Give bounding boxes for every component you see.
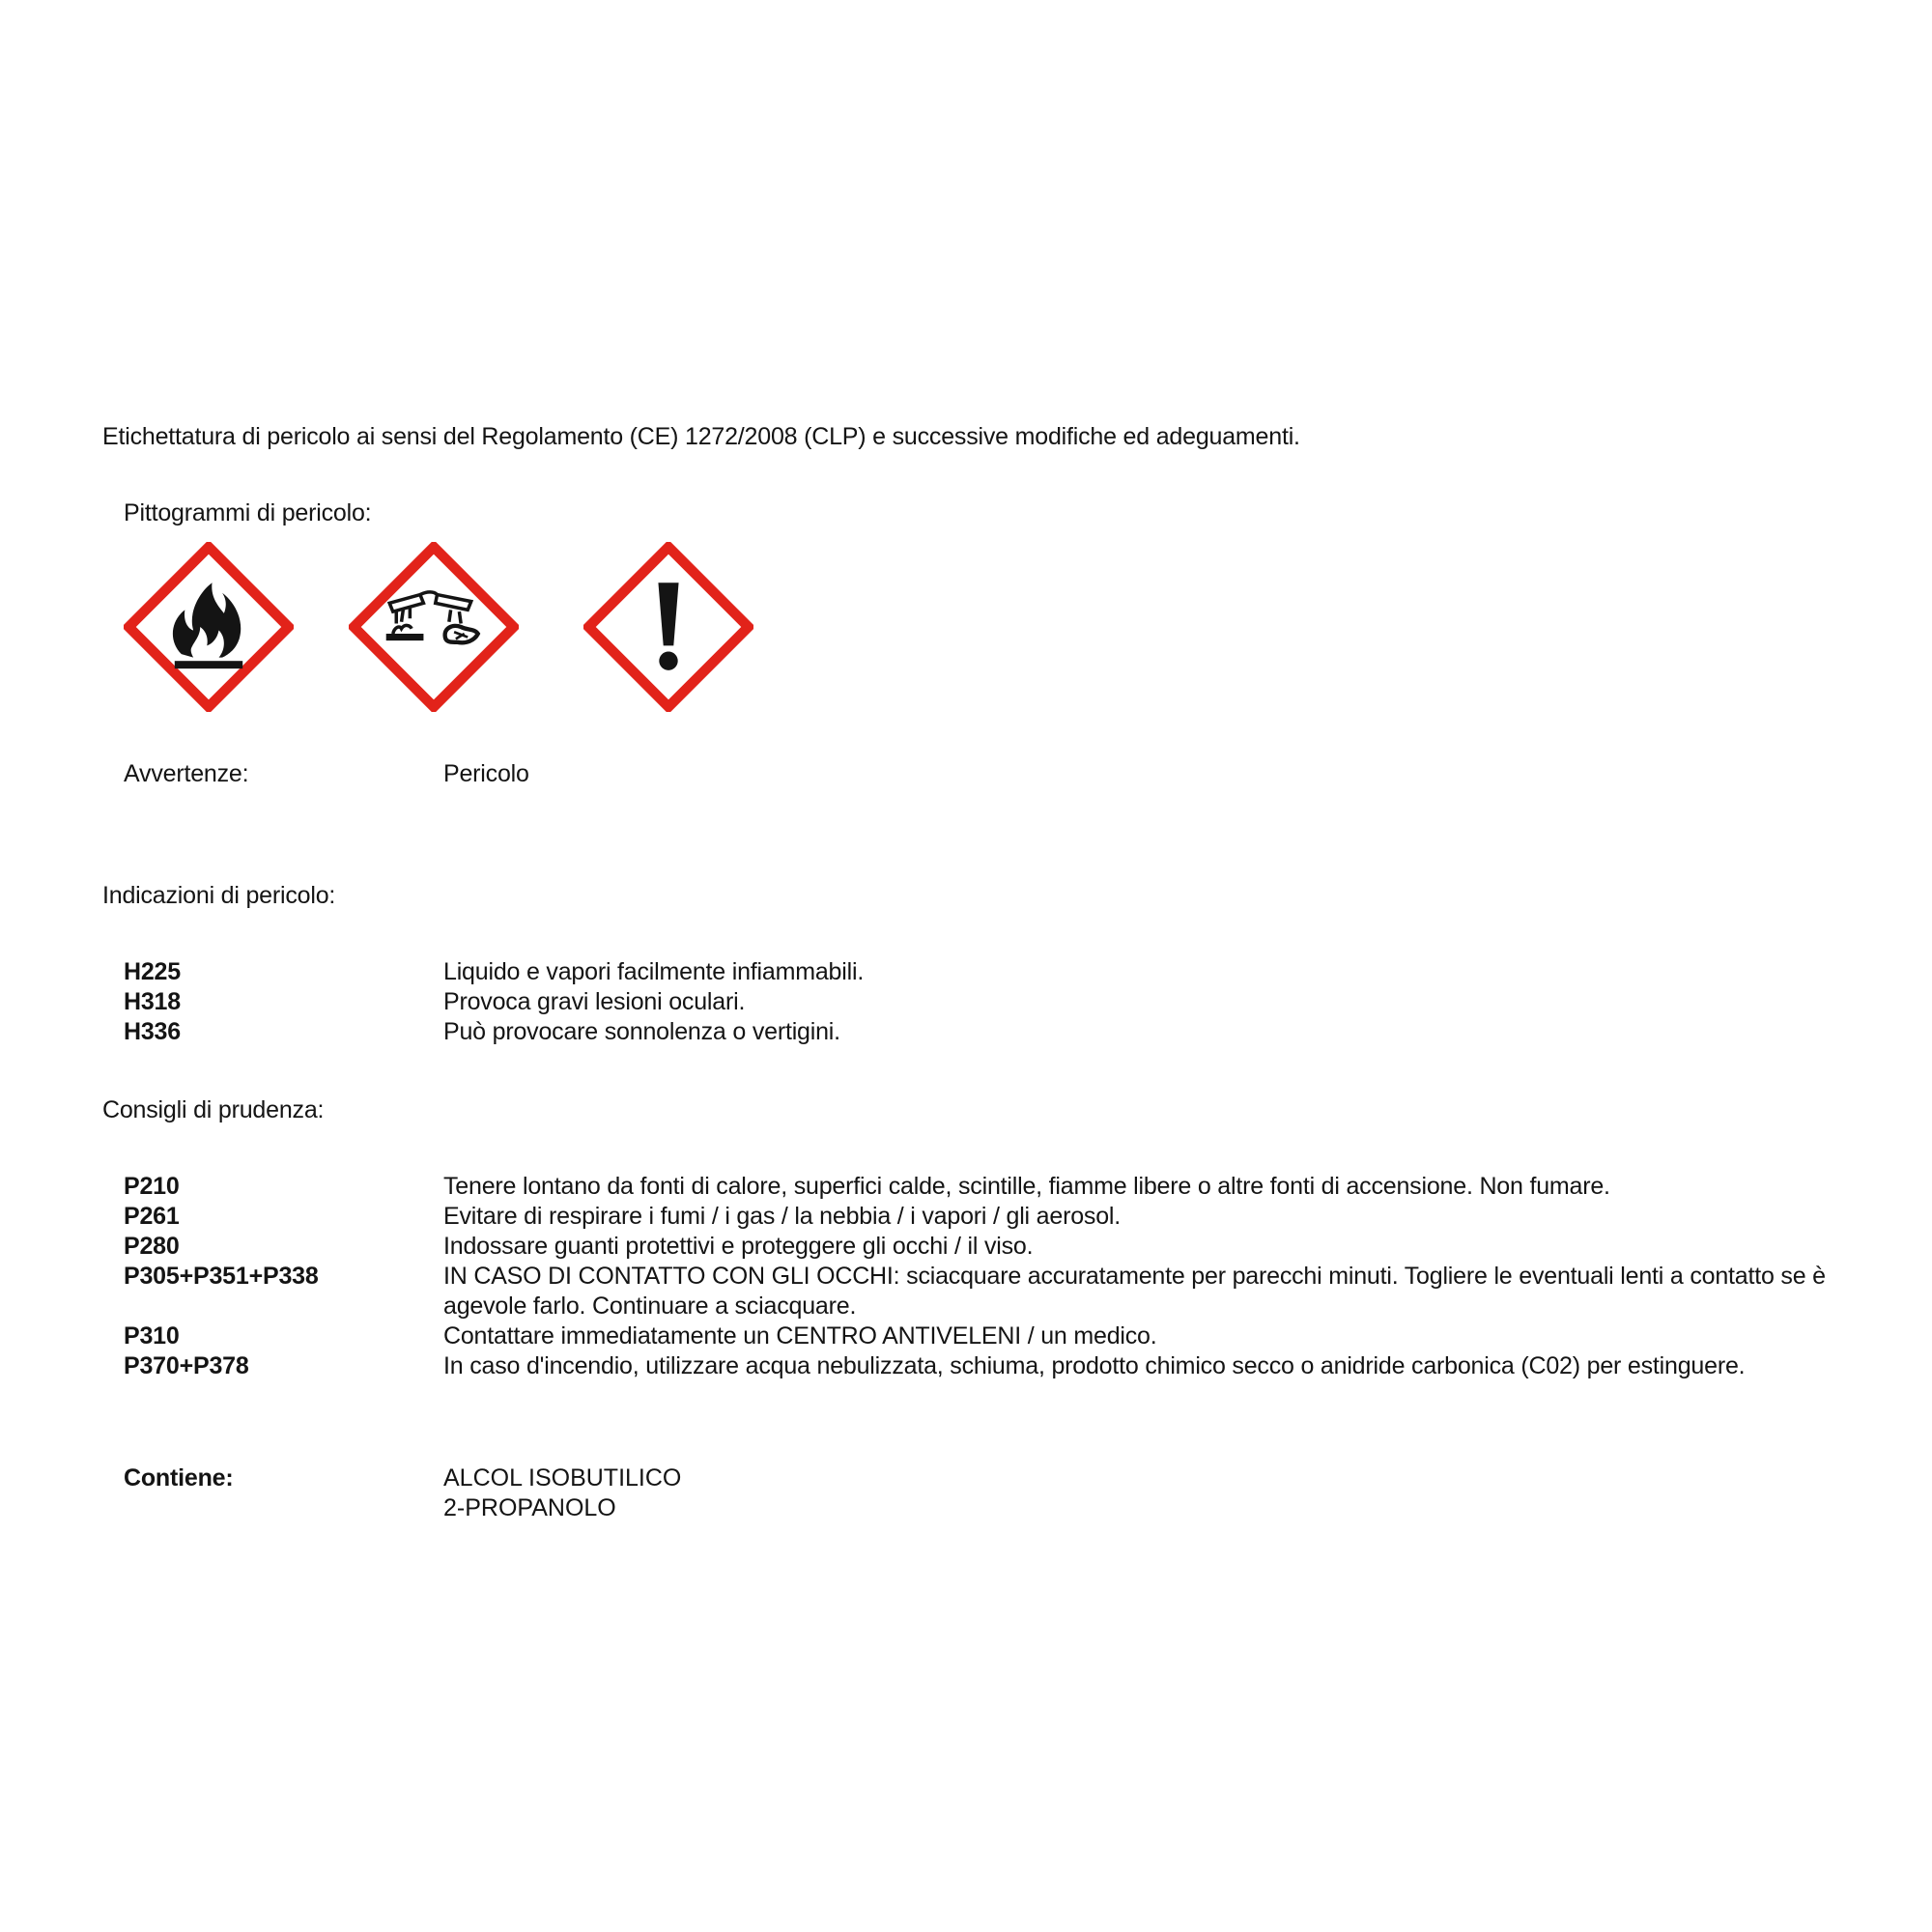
hazard-statements-heading: Indicazioni di pericolo: <box>102 882 336 909</box>
hazard-row <box>124 987 1862 1017</box>
hazard-code: H318 <box>124 988 181 1015</box>
contains-list <box>443 1463 681 1523</box>
precaution-row <box>124 1172 1862 1202</box>
hazard-statements-list <box>124 957 1862 1047</box>
precautionary-statements-list <box>124 1172 1862 1381</box>
hazard-text: Liquido e vapori facilmente infiammabili. <box>443 958 865 985</box>
precaution-text: Evitare di respirare i fumi / i gas / la nebbia / i vapori / gli aerosol. <box>443 1203 1122 1230</box>
precaution-code: P310 <box>124 1322 180 1350</box>
contains-item: 2-PROPANOLO <box>443 1494 616 1521</box>
precaution-code: P370+P378 <box>124 1352 249 1379</box>
hazard-code: H225 <box>124 958 181 985</box>
precaution-code: P210 <box>124 1173 180 1200</box>
precaution-row <box>124 1262 1862 1321</box>
exclamation-mark-icon <box>583 542 753 712</box>
hazard-text: Provoca gravi lesioni oculari. <box>443 988 746 1015</box>
precaution-text: Indossare guanti protettivi e proteggere gli occhi / il viso. <box>443 1233 1034 1260</box>
precaution-code: P280 <box>124 1233 180 1260</box>
hazard-code: H336 <box>124 1018 181 1045</box>
precaution-row <box>124 1351 1862 1381</box>
precaution-row <box>124 1321 1862 1351</box>
precaution-code: P305+P351+P338 <box>124 1263 319 1290</box>
flame-icon <box>124 542 294 712</box>
signal-word-label: Avvertenze: <box>124 760 249 787</box>
hazard-row <box>124 957 1862 987</box>
precaution-code: P261 <box>124 1203 180 1230</box>
corrosion-icon <box>349 542 519 712</box>
precaution-text: Tenere lontano da fonti di calore, superfici calde, scintille, fiamme libere o altre fonti di accensione. Non fumare. <box>443 1173 1610 1200</box>
precaution-row <box>124 1232 1862 1262</box>
signal-word-value: Pericolo <box>443 760 529 787</box>
precaution-text: IN CASO DI CONTATTO CON GLI OCCHI: sciacquare accuratamente per parecchi minuti. Togliere le eventuali lenti a contatto se è agevole farlo. Continuare a sciacquare. <box>443 1263 1826 1320</box>
label-intro: Etichettatura di pericolo ai sensi del Regolamento (CE) 1272/2008 (CLP) e successive modifiche ed adeguamenti. <box>102 423 1300 450</box>
precaution-text: Contattare immediatamente un CENTRO ANTIVELENI / un medico. <box>443 1322 1157 1350</box>
hazard-row <box>124 1017 1862 1047</box>
contains-item: ALCOL ISOBUTILICO <box>443 1464 682 1492</box>
contains-label: Contiene: <box>124 1464 234 1492</box>
pictograms-heading: Pittogrammi di pericolo: <box>124 499 372 526</box>
hazard-text: Può provocare sonnolenza o vertigini. <box>443 1018 840 1045</box>
precautionary-statements-heading: Consigli di prudenza: <box>102 1096 325 1123</box>
precaution-row <box>124 1202 1862 1232</box>
precaution-text: In caso d'incendio, utilizzare acqua nebulizzata, schiuma, prodotto chimico secco o anidride carbonica (C02) per estinguere. <box>443 1352 1746 1379</box>
